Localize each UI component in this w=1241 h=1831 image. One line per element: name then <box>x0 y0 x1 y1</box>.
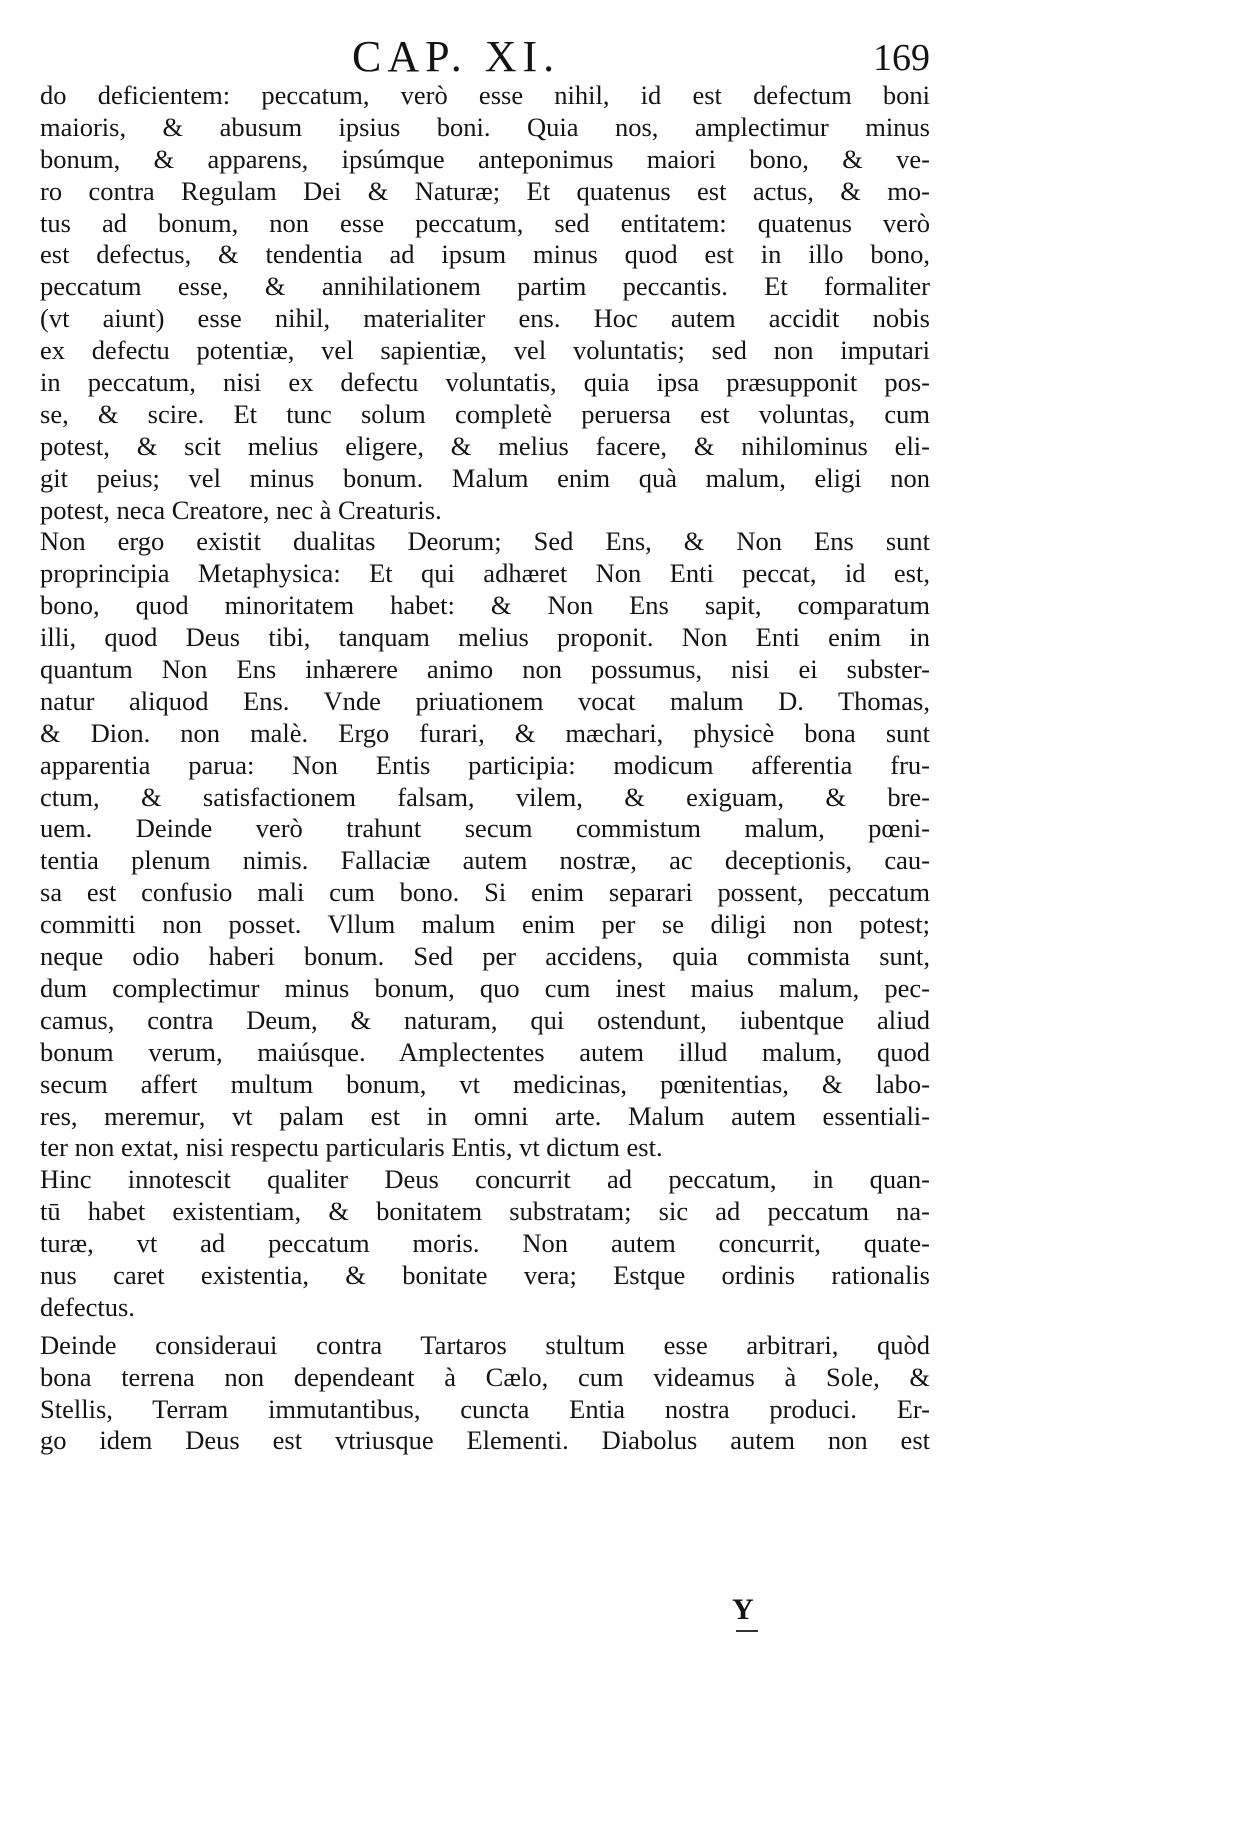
text-line: camus, contra Deum, & naturam, qui ostendunt, iubentque aliud <box>40 1004 930 1035</box>
text-line: potest, neca Creatore, nec à Creaturis. <box>40 494 442 525</box>
text-line: bonum verum, maiúsque. Amplectentes autem illud malum, quod <box>40 1036 930 1067</box>
text-line: defectus. <box>40 1291 135 1322</box>
text-line: apparentia parua: Non Entis participia: modicum afferentia fru- <box>40 749 930 780</box>
text-line: quantum Non Ens inhærere animo non possumus, nisi ei subster- <box>40 654 930 685</box>
text-line: Deinde consideraui contra Tartaros stultum esse arbitrari, quòd <box>40 1329 930 1360</box>
text-line: maioris, & abusum ipsius boni. Quia nos, amplectimur minus <box>40 111 930 142</box>
text-line: est defectus, & tendentia ad ipsum minus quod est in illo bono, <box>40 239 930 270</box>
text-line: bono, quod minoritatem habet: & Non Ens sapit, comparatum <box>40 590 930 621</box>
text-line: uem. Deinde verò trahunt secum commistum malum, pœni- <box>40 813 930 844</box>
text-line: res, meremur, vt palam est in omni arte. Malum autem essentiali- <box>40 1100 930 1131</box>
text-line: in peccatum, nisi ex defectu voluntatis, quia ipsa præsupponit pos- <box>40 367 930 398</box>
text-line: Hinc innotescit qualiter Deus concurrit ad peccatum, in quan- <box>40 1164 930 1195</box>
text-line: go idem Deus est vtriusque Elementi. Diabolus autem non est <box>40 1425 930 1456</box>
text-line: ex defectu potentiæ, vel sapientiæ, vel voluntatis; sed non imputari <box>40 335 930 366</box>
text-line: neque odio haberi bonum. Sed per accidens, quia commista sunt, <box>40 941 930 972</box>
text-line: dum complectimur minus bonum, quo cum inest maius malum, pec- <box>40 972 930 1003</box>
text-line: bonum, & apparens, ipsúmque anteponimus maiori bono, & ve- <box>40 143 930 174</box>
running-head: CAP. XI. <box>352 32 561 81</box>
text-line: nus caret existentia, & bonitate vera; Estque ordinis rationalis <box>40 1259 930 1290</box>
text-line: proprincipia Metaphysica: Et qui adhæret Non Enti peccat, id est, <box>40 558 930 589</box>
text-line: ctum, & satisfactionem falsam, vilem, & exiguam, & bre- <box>40 781 930 812</box>
text-line: & Dion. non malè. Ergo furari, & mæchari, physicè bona sunt <box>40 717 930 748</box>
text-line: ro contra Regulam Dei & Naturæ; Et quatenus est actus, & mo- <box>40 175 930 206</box>
text-line: se, & scire. Et tunc solum completè peruersa est voluntas, cum <box>40 398 930 429</box>
text-line: peccatum esse, & annihilationem partim peccantis. Et formaliter <box>40 271 930 302</box>
text-line: natur aliquod Ens. Vnde priuationem vocat malum D. Thomas, <box>40 685 930 716</box>
text-line: secum affert multum bonum, vt medicinas, pœnitentias, & labo- <box>40 1068 930 1099</box>
text-line: ter non extat, nisi respectu particularis Entis, vt dictum est. <box>40 1132 663 1163</box>
catchword: Y <box>732 1593 754 1626</box>
page-number: 169 <box>873 37 930 79</box>
text-line: Non ergo existit dualitas Deorum; Sed Ens, & Non Ens sunt <box>40 526 930 557</box>
text-line: sa est confusio mali cum bono. Si enim separari possent, peccatum <box>40 877 930 908</box>
text-line: committi non posset. Vllum malum enim per se diligi non potest; <box>40 909 930 940</box>
text-line: git peius; vel minus bonum. Malum enim quà malum, eligi non <box>40 462 930 493</box>
body-text <box>40 80 930 1457</box>
text-line: Stellis, Terram immutantibus, cuncta Entia nostra produci. Er- <box>40 1393 930 1424</box>
text-line: turæ, vt ad peccatum moris. Non autem concurrit, quate- <box>40 1228 930 1259</box>
text-line: potest, & scit melius eligere, & melius facere, & nihilominus eli- <box>40 430 930 461</box>
text-line: bona terrena non dependeant à Cælo, cum videamus à Sole, & <box>40 1361 930 1392</box>
text-line: tus ad bonum, non esse peccatum, sed entitatem: quatenus verò <box>40 207 930 238</box>
text-line: do deficientem: peccatum, verò esse nihil, id est defectum boni <box>40 80 930 110</box>
text-line: tentia plenum nimis. Fallaciæ autem nostræ, ac deceptionis, cau- <box>40 845 930 876</box>
page-header <box>40 28 930 84</box>
text-line: illi, quod Deus tibi, tanquam melius proponit. Non Enti enim in <box>40 622 930 653</box>
signature-mark <box>736 1630 758 1632</box>
text-line: (vt aiunt) esse nihil, materialiter ens. Hoc autem accidit nobis <box>40 303 930 334</box>
text-line: tū habet existentiam, & bonitatem substratam; sic ad peccatum na- <box>40 1196 930 1227</box>
